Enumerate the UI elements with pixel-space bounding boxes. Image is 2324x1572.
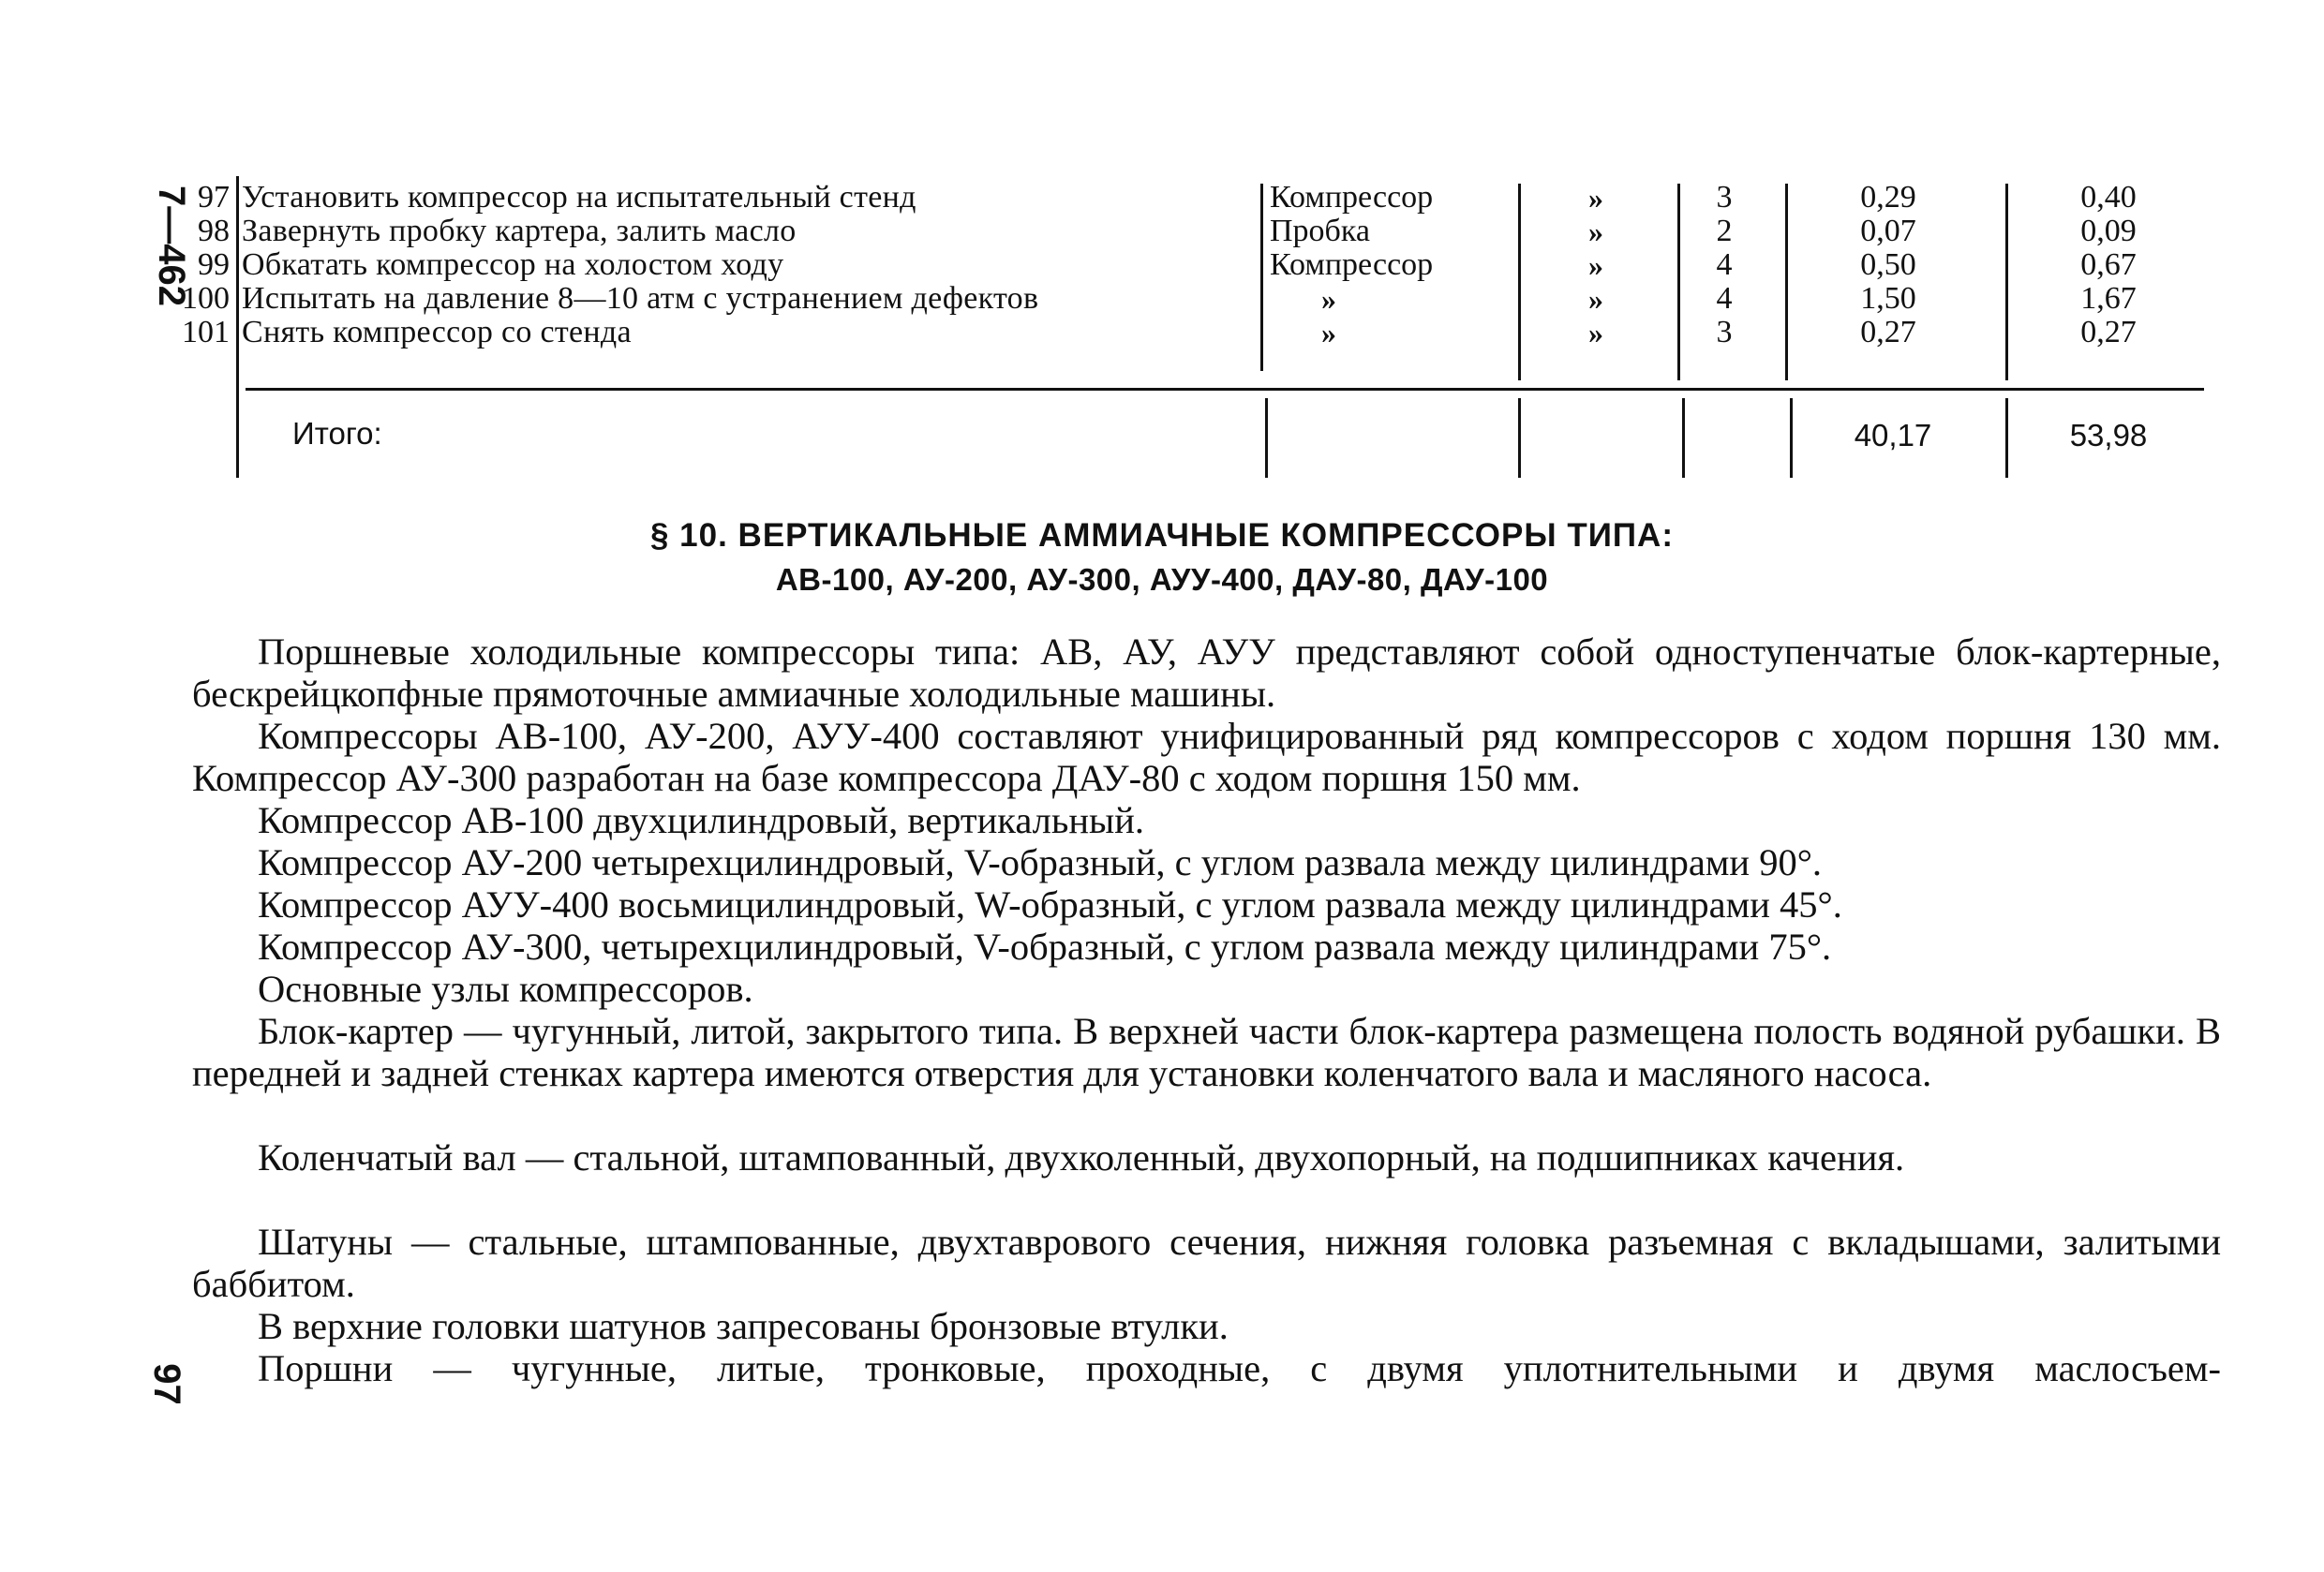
table-col-rule <box>1682 398 1685 478</box>
ditto-mark: » <box>1588 248 1603 282</box>
value1-cell: 0,50 <box>1860 247 1916 282</box>
value2-cell: 0,27 <box>2080 315 2137 349</box>
table-col-rule <box>1518 184 1521 380</box>
operation-cell: Обкатать компрессор на холостом ходу <box>242 247 784 282</box>
object-cell: Компрессор <box>1270 247 1434 282</box>
operation-cell: Испытать на давление 8—10 атм с устранением дефектов <box>242 281 1039 316</box>
row-number: 99 <box>198 247 230 282</box>
operation-cell: Установить компрессор на испытательный стенд <box>242 180 916 215</box>
ditto-mark: » <box>1321 282 1336 316</box>
value1-cell: 0,07 <box>1860 214 1916 248</box>
value1-cell: 1,50 <box>1860 281 1916 316</box>
paragraph: Основные узлы компрессоров. <box>258 968 753 1010</box>
count-cell: 2 <box>1716 214 1733 248</box>
total-value2: 53,98 <box>2069 418 2148 452</box>
row-number: 97 <box>198 180 230 215</box>
value2-cell: 0,40 <box>2080 180 2137 215</box>
object-cell: Пробка <box>1270 214 1370 248</box>
ditto-mark: » <box>1588 215 1603 248</box>
table-left-rule <box>236 176 239 478</box>
table-col-rule <box>1785 184 1788 380</box>
ditto-mark: » <box>1321 316 1336 349</box>
operation-cell: Завернуть пробку картера, залить масло <box>242 214 797 248</box>
paragraph: Блок-картер — чугунный, литой, закрытого типа. В верхней части блок-картера размещена полость водяной рубашки. В передней и задней стенках картера имеются отверстия для установки коленчатого вала и масляного насоса. <box>192 1010 2221 1094</box>
table-col-rule <box>2005 184 2008 380</box>
count-cell: 4 <box>1716 281 1733 316</box>
count-cell: 4 <box>1716 247 1733 282</box>
section-subtitle: АВ-100, АУ-200, АУ-300, АУУ-400, ДАУ-80, ДАУ-100 <box>775 562 1549 597</box>
paragraph: Поршни — чугунные, литые, тронковые, проходные, с двумя уплотнительными и двумя маслосъем- <box>258 1347 2221 1389</box>
paragraph: Компрессор АУ-300, четырехцилиндровый, V-образный, с углом развала между цилиндрами 75°. <box>258 926 1832 968</box>
table-col-rule <box>1518 398 1521 478</box>
count-cell: 3 <box>1716 315 1733 349</box>
table-col-rule <box>1265 398 1268 478</box>
paragraph: Поршневые холодильные компрессоры типа: АВ, АУ, АУУ представляют собой одноступенчатые блок-картерные, бескрейцкопфные прямоточные аммиачные холодильные машины. <box>192 630 2221 715</box>
page-code-label: 7—462 <box>150 185 192 306</box>
ditto-mark: » <box>1588 282 1603 316</box>
value1-cell: 0,27 <box>1860 315 1916 349</box>
ditto-mark: » <box>1588 181 1603 215</box>
table-col-rule <box>2005 398 2008 478</box>
table-col-rule <box>1260 184 1263 371</box>
value2-cell: 0,09 <box>2080 214 2137 248</box>
page-number: 97 <box>145 1363 187 1405</box>
ditto-mark: » <box>1588 316 1603 349</box>
operation-cell: Снять компрессор со стенда <box>242 315 632 349</box>
paragraph: Компрессоры АВ-100, АУ-200, АУУ-400 составляют унифицированный ряд компрессоров с ходом поршня 130 мм. Компрессор АУ-300 разработан на базе компрессора ДАУ-80 с ходом поршня 150 мм. <box>192 715 2221 799</box>
value2-cell: 0,67 <box>2080 247 2137 282</box>
paragraph: Компрессор АУ-200 четырехцилиндровый, V-образный, с углом развала между цилиндрами 90°. <box>258 841 1823 883</box>
object-cell: Компрессор <box>1270 180 1434 215</box>
row-number: 98 <box>198 214 230 248</box>
count-cell: 3 <box>1716 180 1733 215</box>
paragraph: Коленчатый вал — стальной, штампованный, двухколенный, двухопорный, на подшипниках качения. <box>258 1136 1905 1179</box>
value1-cell: 0,29 <box>1860 180 1916 215</box>
table-col-rule <box>1677 184 1680 380</box>
row-number: 100 <box>182 281 230 316</box>
paragraph: Компрессор АУУ-400 восьмицилиндровый, W-образный, с углом развала между цилиндрами 45°. <box>258 883 1842 926</box>
total-separator <box>246 388 2204 391</box>
paragraph: В верхние головки шатунов запресованы бронзовые втулки. <box>258 1305 1229 1347</box>
row-number: 101 <box>182 315 230 349</box>
section-title: § 10. ВЕРТИКАЛЬНЫЕ АММИАЧНЫЕ КОМПРЕССОРЫ ТИПА: <box>649 517 1674 554</box>
total-label: Итого: <box>292 416 382 451</box>
paragraph: Шатуны — стальные, штампованные, двухтаврового сечения, нижняя головка разъемная с вкладышами, залитыми баббитом. <box>192 1221 2221 1305</box>
value2-cell: 1,67 <box>2080 281 2137 316</box>
paragraph: Компрессор АВ-100 двухцилиндровый, вертикальный. <box>258 799 1145 841</box>
table-col-rule <box>1790 398 1793 478</box>
total-value1: 40,17 <box>1854 418 1932 452</box>
